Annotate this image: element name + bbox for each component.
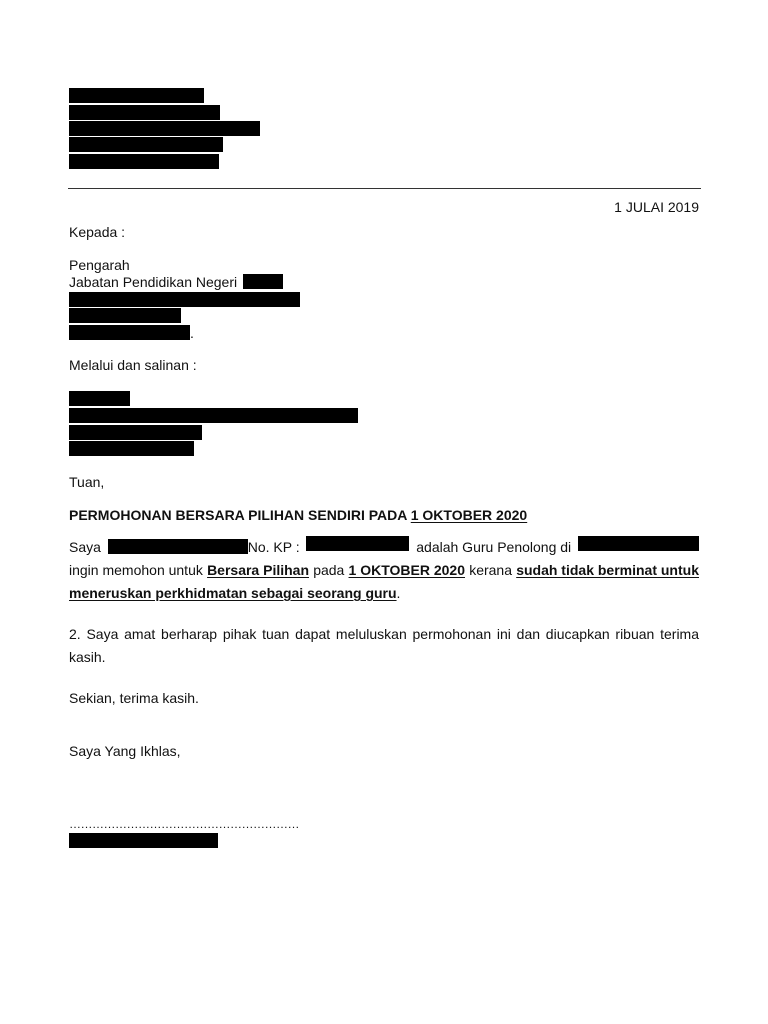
- recipient-address-redaction-1: [69, 292, 300, 307]
- p1-pada: pada: [313, 562, 345, 578]
- p1-reason-part-1: sudah tidak berminat untuk: [516, 562, 699, 578]
- p1-reason-part-2: meneruskan perkhidmatan sebagai seorang guru: [69, 585, 397, 601]
- via-redaction-1: [69, 391, 130, 406]
- sender-address-redaction-4: [69, 154, 219, 169]
- subject-date: 1 OKTOBER 2020: [410, 507, 528, 523]
- recipient-state-redaction: [243, 274, 283, 289]
- header-divider: [68, 188, 701, 189]
- paragraph-1: [69, 536, 699, 605]
- p1-kerana: kerana: [469, 562, 512, 578]
- p1-saya: Saya: [69, 539, 101, 555]
- paragraph-1-line-2: [69, 559, 699, 582]
- via-redaction-4: [69, 441, 194, 456]
- sender-name-redaction: [69, 88, 204, 103]
- recipient-title: Pengarah: [69, 257, 130, 273]
- applicant-name-redaction: [108, 539, 248, 554]
- sender-address-redaction-2: [69, 121, 260, 136]
- sender-address-redaction-3: [69, 137, 223, 152]
- p1-date: 1 OKTOBER 2020: [348, 562, 465, 578]
- via-label: Melalui dan salinan :: [69, 357, 197, 373]
- paragraph-2: 2. Saya amat berharap pihak tuan dapat meluluskan permohonan ini dan diucapkan ribuan terima kasih.: [69, 626, 699, 665]
- to-label: Kepada :: [69, 224, 126, 240]
- p1-no-kp: No. KP :: [247, 539, 300, 555]
- signature-line: ……………………………………………………: [69, 817, 299, 831]
- p1-role: adalah Guru Penolong di: [416, 539, 572, 555]
- via-redaction-2: [69, 408, 358, 423]
- paragraph-1-line-1: [69, 536, 699, 559]
- p1-line2-start: ingin memohon untuk: [69, 562, 203, 578]
- paragraph-1-line-3: [69, 582, 699, 605]
- subject-prefix: PERMOHONAN BERSARA PILIHAN SENDIRI PADA: [69, 507, 411, 523]
- letter-date: 1 JULAI 2019: [614, 199, 699, 215]
- recipient-org: [69, 274, 283, 291]
- signatory-name-redaction: [69, 833, 218, 848]
- ic-number-redaction: [306, 536, 409, 551]
- sender-address-redaction-1: [69, 105, 220, 120]
- recipient-org-text: Jabatan Pendidikan Negeri: [69, 274, 238, 290]
- p1-name-group: [108, 536, 300, 559]
- closing-remark: Sekian, terima kasih.: [69, 690, 199, 706]
- p1-retire-type: Bersara Pilihan: [207, 562, 309, 578]
- subject-line: [69, 507, 527, 524]
- salutation: Tuan,: [69, 474, 105, 490]
- sign-off: Saya Yang Ikhlas,: [69, 743, 181, 759]
- via-redaction-3: [69, 425, 202, 440]
- recipient-address-redaction-3: [69, 325, 190, 340]
- p1-end: .: [396, 585, 401, 601]
- school-name-redaction: [578, 536, 699, 551]
- recipient-address-redaction-2: [69, 308, 181, 323]
- recipient-address-period: .: [190, 325, 194, 341]
